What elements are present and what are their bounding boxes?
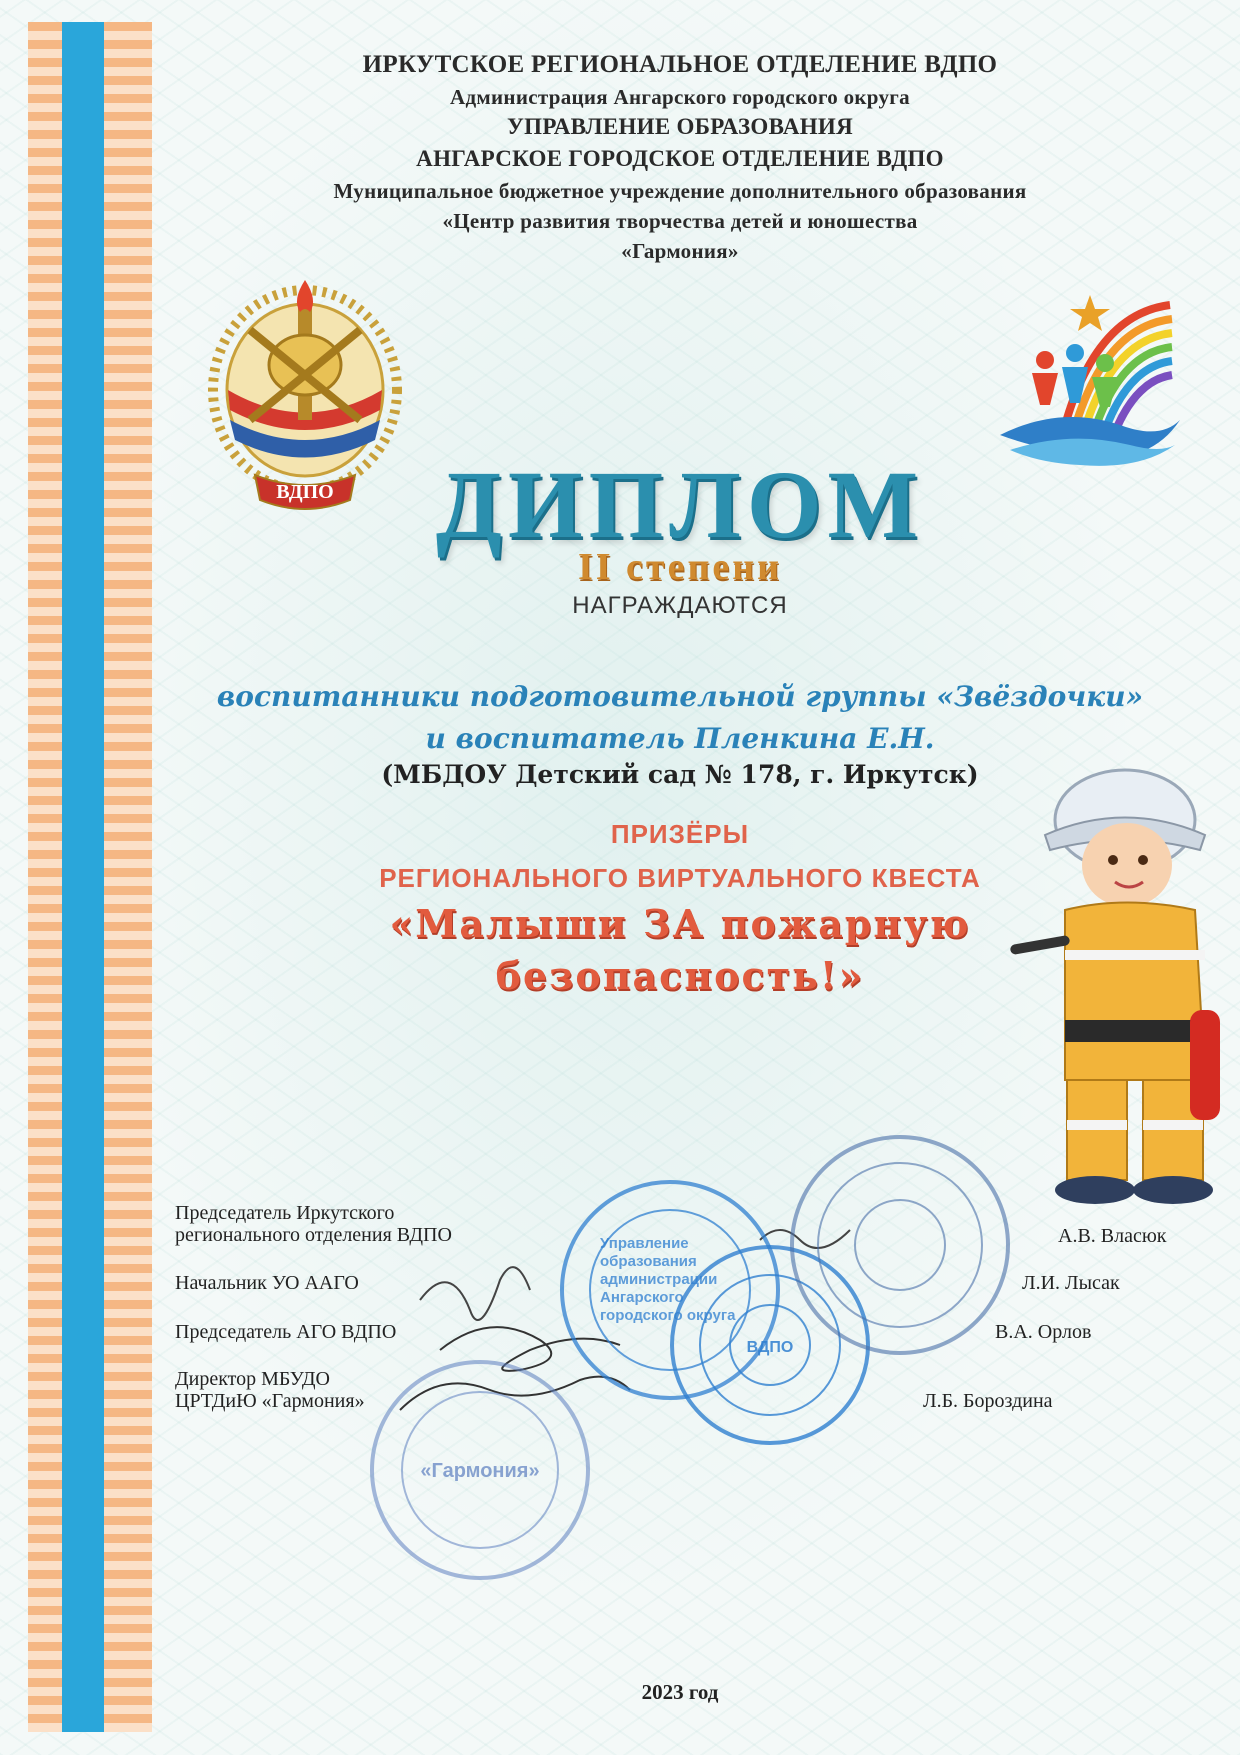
awarded-label: НАГРАЖДАЮТСЯ — [572, 592, 788, 619]
header-line-2: Администрация Ангарского городского округа — [450, 85, 910, 109]
signatory-name-4: Л.Б. Бороздина — [923, 1390, 1053, 1412]
recipient-line-2: и воспитатель Пленкина Е.Н. — [425, 722, 935, 755]
signatory-title-3: Председатель АГО ВДПО — [175, 1321, 397, 1343]
header-line-6: «Центр развития творчества детей и юношества — [442, 209, 918, 233]
signature-position-4 — [175, 1368, 365, 1412]
garmonia-logo-icon — [1000, 295, 1180, 470]
recipient-block — [180, 676, 1180, 760]
header-line-1: ИРКУТСКОЕ РЕГИОНАЛЬНОЕ ОТДЕЛЕНИЕ ВДПО — [362, 51, 998, 78]
prizers-line-1: ПРИЗЁРЫ — [610, 819, 750, 849]
header-line-3: УПРАВЛЕНИЕ ОБРАЗОВАНИЯ — [506, 114, 854, 139]
signatory-title-4: Директор МБУДО ЦРТДиЮ «Гармония» — [175, 1368, 365, 1412]
decorative-side-stripes — [28, 22, 152, 1732]
emblem-label: ВДПО — [276, 481, 334, 503]
quest-line-2: безопасность!» — [495, 953, 865, 998]
diploma-degree: II степени — [577, 546, 783, 588]
issuer-header — [160, 48, 1200, 266]
stamp-3-text: «Гармония» — [420, 1460, 540, 1482]
blue-stripe — [62, 22, 104, 1732]
prizers-line-2: РЕГИОНАЛЬНОГО ВИРТУАЛЬНОГО КВЕСТА — [379, 863, 981, 893]
header-line-4: АНГАРСКОЕ ГОРОДСКОЕ ОТДЕЛЕНИЕ ВДПО — [416, 146, 944, 171]
header-line-7: «Гармония» — [621, 239, 739, 263]
stamp-2-text: ВДПО — [746, 1339, 794, 1356]
signatory-title-2: Начальник УО ААГО — [175, 1272, 359, 1294]
recipient-organization: (МБДОУ Детский сад № 178, г. Иркутск) — [381, 760, 979, 789]
garmonia-stamp — [365, 1355, 595, 1585]
quest-line-1: «Малыши ЗА пожарную — [389, 901, 971, 946]
regional-vdpo-stamp — [785, 1130, 1015, 1360]
issue-year: 2023 год — [641, 1680, 719, 1704]
signatory-name-2: Л.И. Лысак — [1022, 1272, 1120, 1294]
signatory-title-1: Председатель Иркутского регионального отделения ВДПО — [175, 1202, 452, 1246]
recipient-line-1: воспитанники подготовительной группы «Звёздочки» — [216, 680, 1144, 713]
signatory-name-3: В.А. Орлов — [995, 1321, 1092, 1343]
stamp-1-text: Управление образования администрации Ангарского городского округа — [600, 1235, 736, 1324]
signatory-name-1: А.В. Власюк — [1058, 1225, 1167, 1247]
firefighter-child-illustration — [1005, 760, 1225, 1210]
header-line-5: Муниципальное бюджетное учреждение дополнительного образования — [333, 179, 1027, 203]
diploma-title: ДИПЛОМ — [435, 451, 925, 558]
